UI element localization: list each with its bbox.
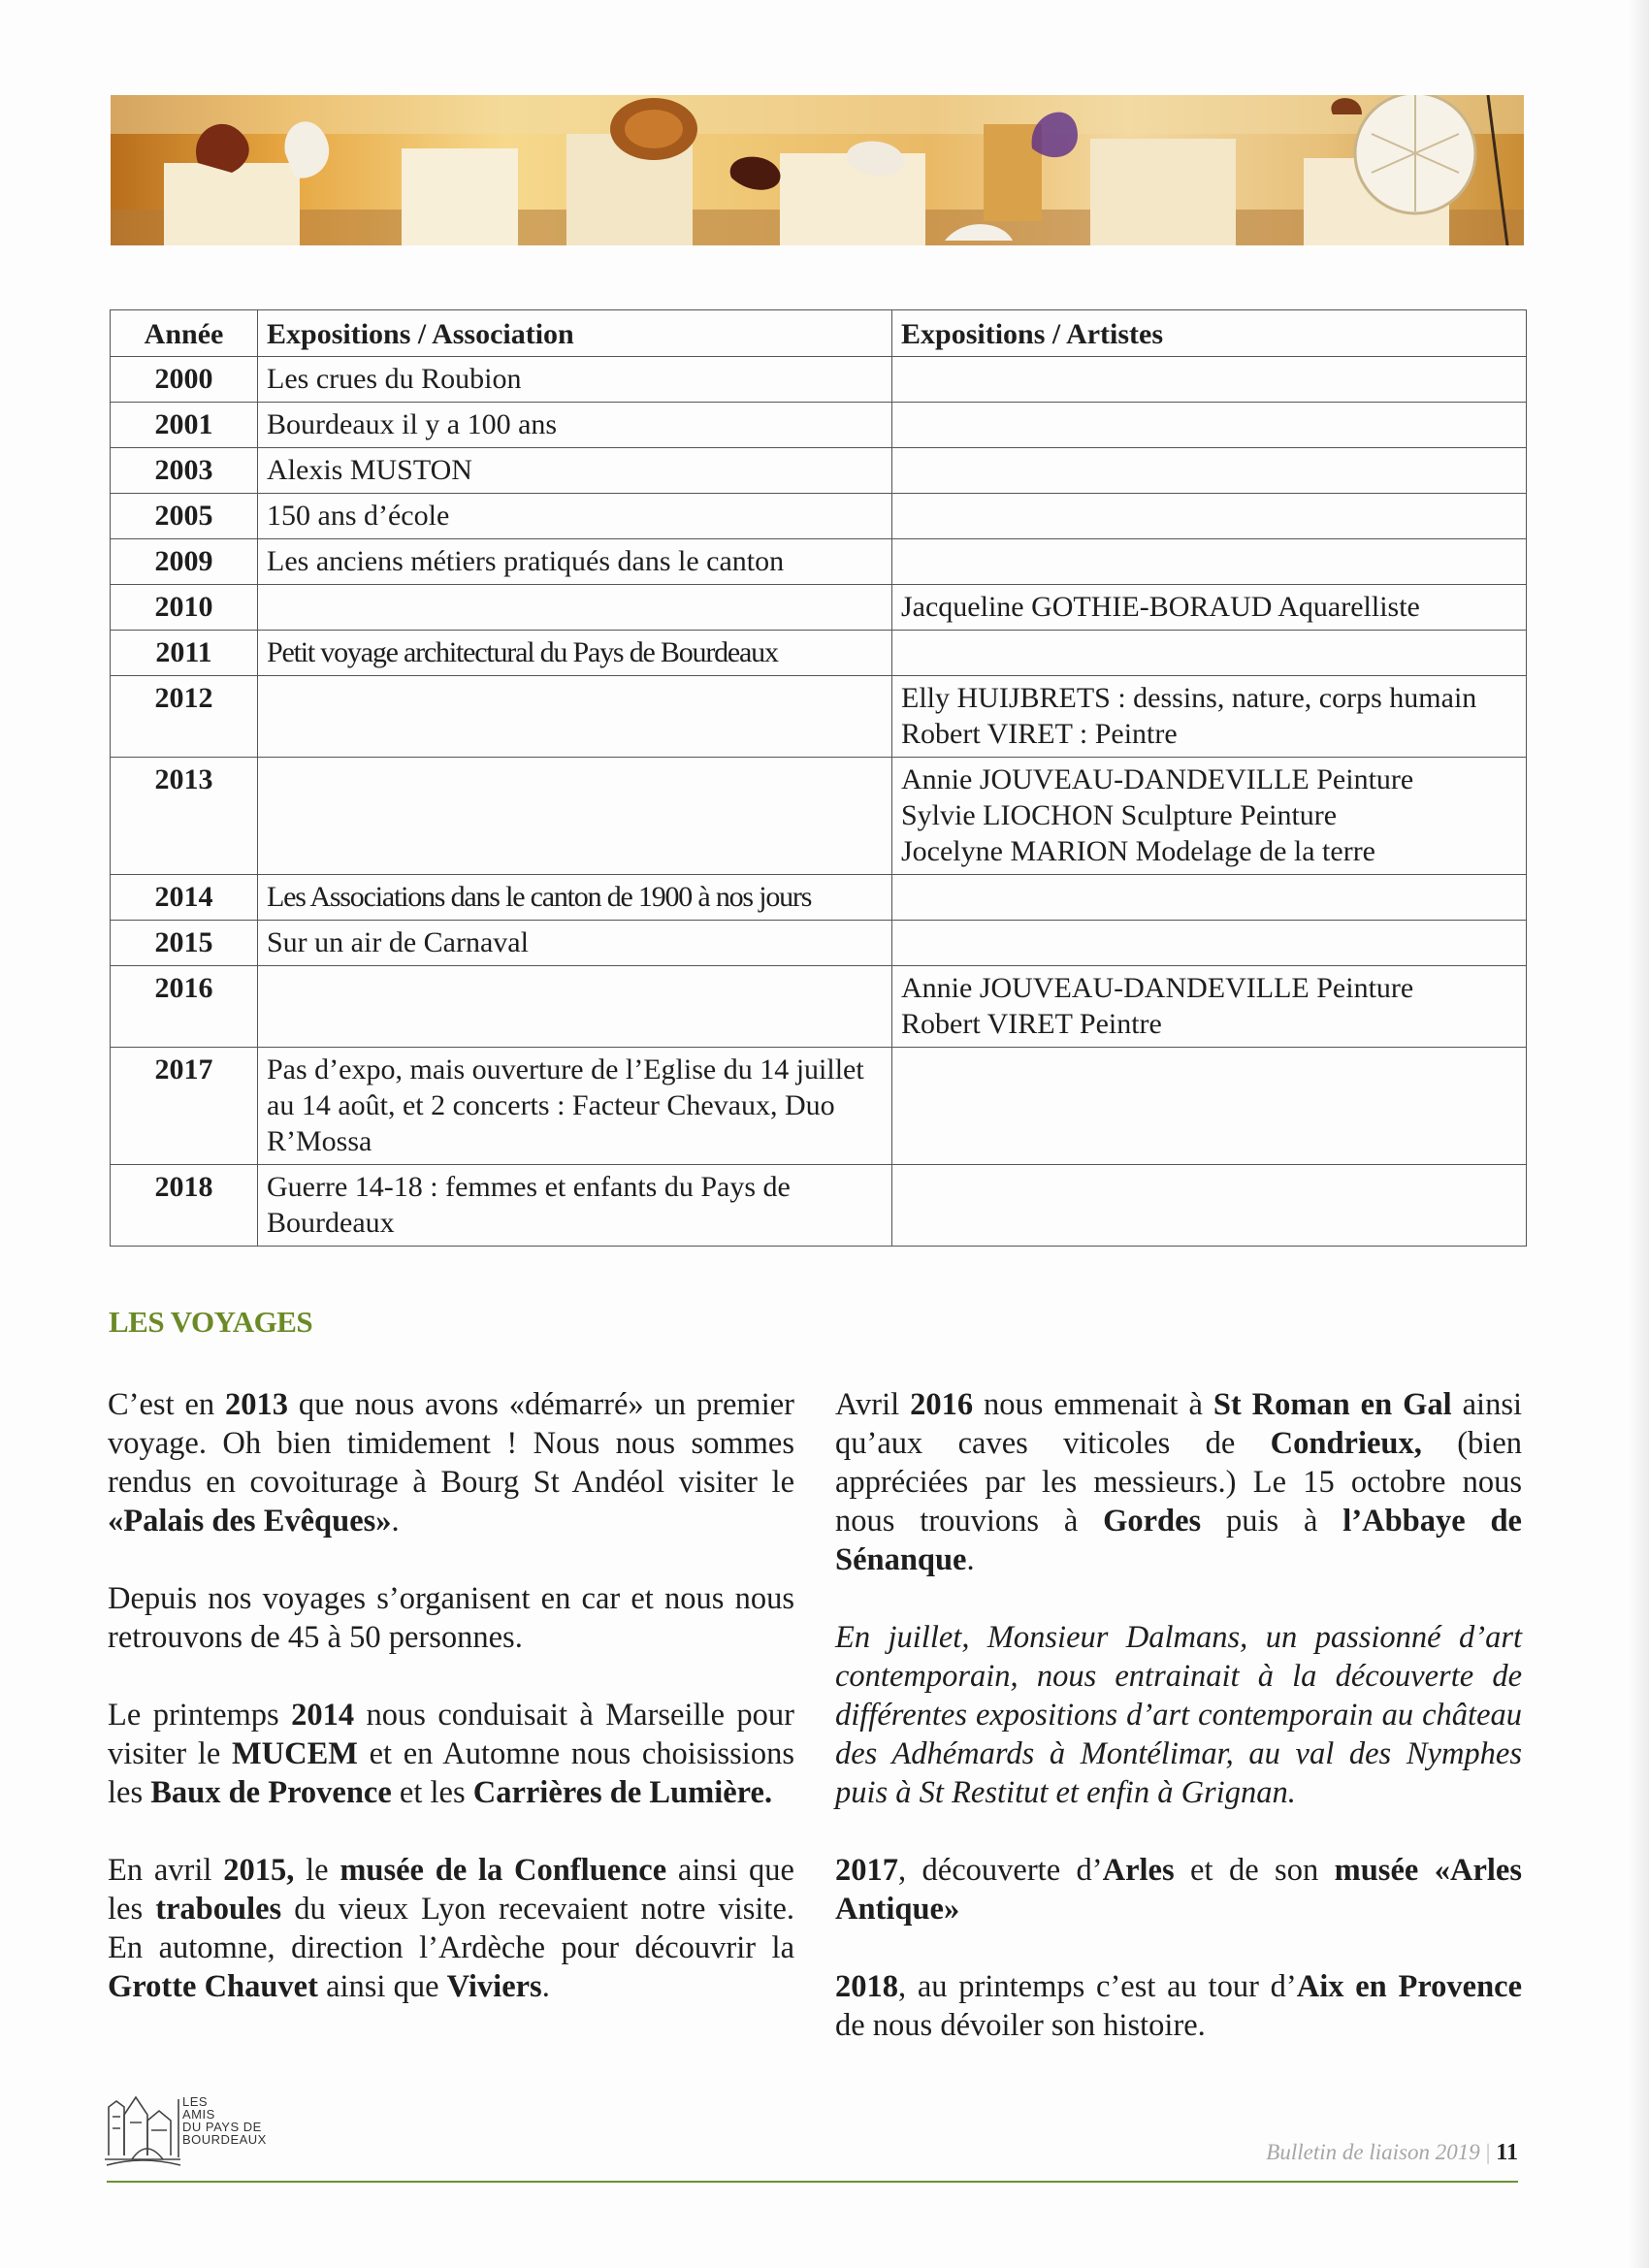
artists-cell [892,631,1527,676]
table-row [111,494,1527,539]
year-cell: 2014 [111,875,258,921]
artist-line: Annie JOUVEAU-DANDEVILLE Peinture [901,763,1414,795]
artist-line: Elly HUIJBRETS : dessins, nature, corps humain [901,682,1477,714]
year-cell: 2001 [111,403,258,448]
footer-separator: | [1485,2140,1491,2164]
association-cell: Les anciens métiers pratiqués dans le canton [258,539,892,585]
year-cell: 2011 [111,631,258,676]
table-header-row [111,310,1527,357]
association-cell: Bourdeaux il y a 100 ans [258,403,892,448]
voyages-right-column [835,1385,1522,2084]
association-cell [258,758,892,875]
artists-cell [892,875,1527,921]
paragraph-2016: Avril 2016 nous emmenait à St Roman en Gal ainsi qu’aux caves viticoles de Condrieux, (bien appréciées par les messieurs.) Le 15 octobre nous nous trouvions à Gordes puis à l’Abbaye de Sénanque. [835,1387,1522,1577]
artists-cell [892,921,1527,966]
paragraph-2014: Le printemps 2014 nous conduisait à Marseille pour visiter le MUCEM et en Automne nous choisissions les Baux de Provence et les Carrières de Lumière. [108,1698,794,1810]
table-row [111,1048,1527,1165]
table-row [111,966,1527,1048]
header-artists: Expositions / Artistes [892,310,1527,357]
artist-line: Jacqueline GOTHIE-BORAUD Aquarelliste [901,591,1420,623]
association-cell: Les Associations dans le canton de 1900 à nos jours [258,875,892,921]
association-cell: Guerre 14-18 : femmes et enfants du Pays de Bourdeaux [258,1165,892,1247]
year-cell: 2012 [111,676,258,758]
table-row [111,403,1527,448]
header-association: Expositions / Association [258,310,892,357]
paragraph-2015: En avril 2015, le musée de la Confluence ainsi que les traboules du vieux Lyon recevaient notre visite. En automne, direction l’Ardèche pour découvrir la Grotte Chauvet ainsi que Viviers. [108,1853,794,2004]
association-cell [258,676,892,758]
artists-cell [892,585,1527,631]
association-cell: Les crues du Roubion [258,357,892,403]
artists-cell [892,539,1527,585]
artists-cell [892,494,1527,539]
artist-line: Jocelyne MARION Modelage de la terre [901,835,1375,867]
association-cell: 150 ans d’école [258,494,892,539]
paragraph-depuis: Depuis nos voyages s’organisent en car et nous nous retrouvons de 45 à 50 personnes. [108,1581,794,1655]
section-title-voyages: LES VOYAGES [109,1305,313,1339]
association-cell: Sur un air de Carnaval [258,921,892,966]
page-number: 11 [1496,2140,1518,2165]
table-row [111,539,1527,585]
page-edge-shadow [1628,0,1649,2268]
association-cell: Pas d’expo, mais ouverture de l’Eglise du 14 juillet au 14 août, et 2 concerts : Facteur Chevaux, Duo R’Mossa [258,1048,892,1165]
association-cell: Petit voyage architectural du Pays de Bourdeaux [258,631,892,676]
table-row [111,921,1527,966]
association-cell [258,966,892,1048]
artists-cell [892,448,1527,494]
exhibitions-table [110,309,1527,1247]
table-row [111,758,1527,875]
year-cell: 2013 [111,758,258,875]
artists-cell [892,1165,1527,1247]
artists-cell [892,403,1527,448]
artist-line: Robert VIRET Peintre [901,1008,1162,1040]
table-row [111,585,1527,631]
table-row [111,1165,1527,1247]
year-cell: 2018 [111,1165,258,1247]
table-row [111,357,1527,403]
year-cell: 2000 [111,357,258,403]
year-cell: 2017 [111,1048,258,1165]
table-row [111,631,1527,676]
association-cell [258,585,892,631]
year-cell: 2010 [111,585,258,631]
year-cell: 2015 [111,921,258,966]
year-cell: 2009 [111,539,258,585]
artists-cell [892,758,1527,875]
publication-name: Bulletin de liaison 2019 [1266,2140,1480,2164]
association-cell: Alexis MUSTON [258,448,892,494]
table-row [111,875,1527,921]
footer-text [1266,2140,1518,2166]
artist-line: Sylvie LIOCHON Sculpture Peinture [901,799,1338,831]
association-logo-text: LES AMIS DU PAYS DE BOURDEAUX [182,2094,267,2147]
artists-cell [892,966,1527,1048]
paragraph-2018: 2018, au printemps c’est au tour d’Aix en Provence de nous dévoiler son histoire. [835,1969,1523,2043]
paragraph-2013: C’est en 2013 que nous avons «démarré» un premier voyage. Oh bien timidement ! Nous nous sommes rendus en covoiturage à Bourg St Andéol visiter le «Palais des Evêques». [108,1387,794,1539]
paragraph-juillet: En juillet, Monsieur Dalmans, un passionné d’art contemporain, nous entrainait à la découverte de différentes expositions d’art contemporain au château des Adhémards à Montélimar, au val des Nymphes puis à St Restitut et enfin à Grignan. [835,1620,1522,1810]
voyages-left-column [108,1385,794,2045]
artist-line: Robert VIRET : Peintre [901,718,1178,750]
year-cell: 2016 [111,966,258,1048]
table-row [111,448,1527,494]
paragraph-2017: 2017, découverte d’Arles et de son musée «Arles Antique» [835,1853,1522,1927]
artists-cell [892,1048,1527,1165]
year-cell: 2005 [111,494,258,539]
artist-line: Annie JOUVEAU-DANDEVILLE Peinture [901,972,1414,1004]
header-year: Année [111,310,258,357]
artists-cell [892,676,1527,758]
table-row [111,676,1527,758]
artists-cell [892,357,1527,403]
year-cell: 2003 [111,448,258,494]
footer-rule [107,2181,1518,2183]
exhibition-banner-photo [111,95,1524,245]
